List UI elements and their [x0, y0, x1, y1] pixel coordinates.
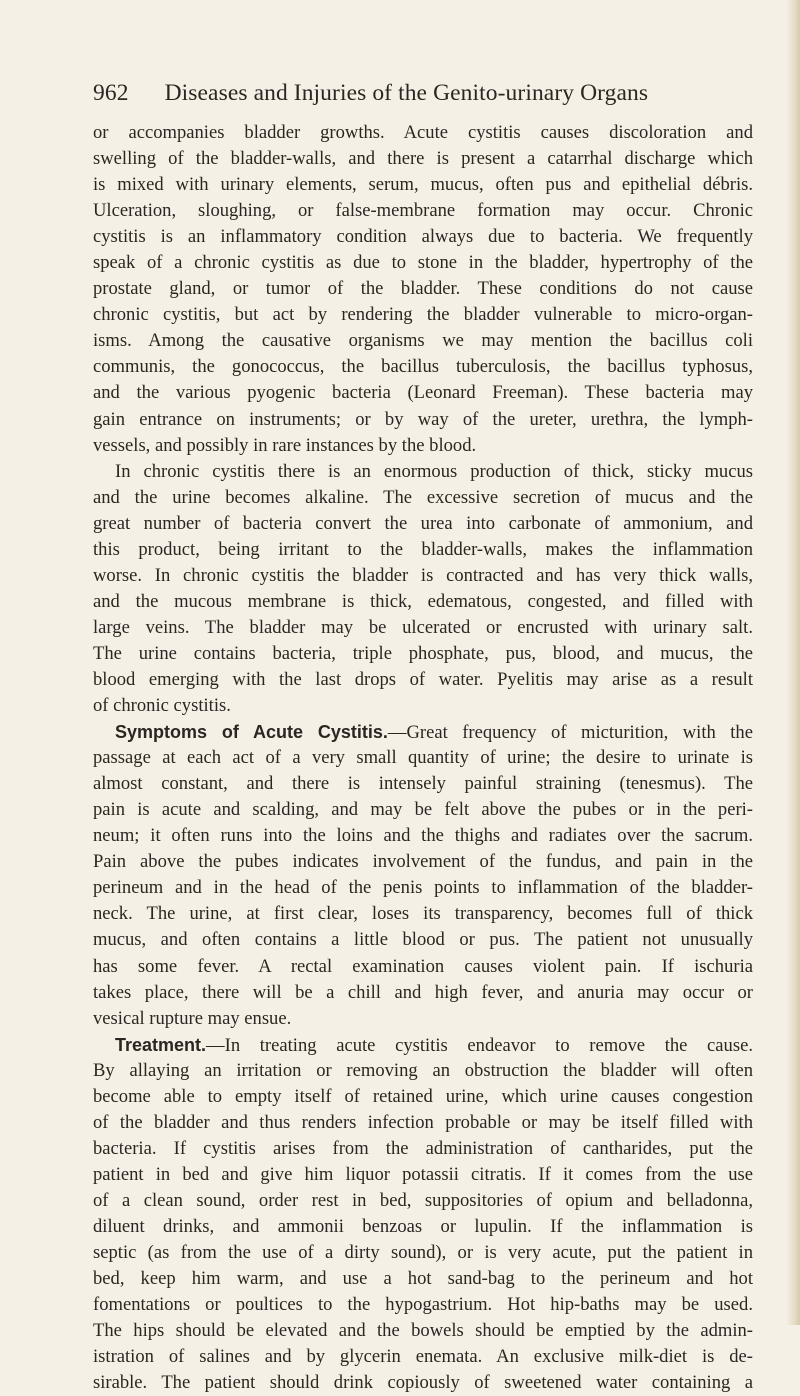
page-edge-shadow	[786, 0, 800, 1325]
text-line: communis, the gonococcus, the bacillus tuberculosis, the bacillus typhosus,	[93, 356, 753, 378]
text-line: The urine contains bacteria, triple phosphate, pus, blood, and mucus, the	[93, 642, 753, 664]
text-line: neum; it often runs into the loins and the thighs and radiates over the sacrum.	[93, 825, 753, 847]
text-line: prostate gland, or tumor of the bladder. These conditions do not cause	[93, 278, 753, 300]
text-line: isms. Among the causative organisms we may mention the bacillus coli	[93, 330, 753, 352]
text-line: almost constant, and there is intensely painful straining (tenesmus). The	[93, 773, 753, 795]
text-line: great number of bacteria convert the urea into carbonate of ammonium, and	[93, 512, 753, 534]
text-line	[93, 719, 753, 745]
text-line: worse. In chronic cystitis the bladder is contracted and has very thick walls,	[93, 564, 753, 586]
text-line: blood emerging with the last drops of water. Pyelitis may arise as a result	[93, 668, 753, 690]
text-line: cystitis is an inflammatory condition always due to bacteria. We frequently	[93, 226, 753, 248]
text-line: this product, being irritant to the bladder-walls, makes the inflammation	[93, 538, 753, 560]
text-line: perineum and in the head of the penis points to inflammation of the bladder-	[93, 877, 753, 899]
text-line: swelling of the bladder-walls, and there is present a catarrhal discharge which	[93, 148, 753, 170]
text-line: pain is acute and scalding, and may be felt above the pubes or in the peri-	[93, 799, 753, 821]
text-line: mucus, and often contains a little blood or pus. The patient not unusually	[93, 929, 753, 951]
text-line	[93, 1032, 753, 1058]
text-line: and the various pyogenic bacteria (Leonard Freeman). These bacteria may	[93, 382, 753, 404]
text-line: fomentations or poultices to the hypogastrium. Hot hip-baths may be used.	[93, 1294, 753, 1316]
text-line: vesical rupture may ensue.	[93, 1007, 292, 1029]
text-line: vessels, and possibly in rare instances by the blood.	[93, 434, 477, 456]
text-line: become able to empty itself of retained urine, which urine causes congestion	[93, 1085, 753, 1107]
text-line: or accompanies bladder growths. Acute cystitis causes discoloration and	[93, 122, 753, 143]
text-line: is mixed with urinary elements, serum, mucus, often pus and epithelial débris.	[93, 174, 753, 196]
text-line: gain entrance on instruments; or by way of the ureter, urethra, the lymph-	[93, 408, 753, 430]
text-line: chronic cystitis, but act by rendering the bladder vulnerable to micro-organ-	[93, 304, 753, 326]
text-line: passage at each act of a very small quantity of urine; the desire to urinate is	[93, 747, 753, 769]
text-line: of the bladder and thus renders infection probable or may be itself filled with	[93, 1111, 753, 1133]
text-line: of chronic cystitis.	[93, 695, 231, 717]
text-line: bed, keep him warm, and use a hot sand-bag to the perineum and hot	[93, 1268, 753, 1290]
text-line: The hips should be elevated and the bowels should be emptied by the admin-	[93, 1320, 753, 1342]
text-line: and the urine becomes alkaline. The excessive secretion of mucus and the	[93, 486, 753, 508]
text-line: septic (as from the use of a dirty sound), or is very acute, put the patient in	[93, 1242, 753, 1264]
text-line: patient in bed and give him liquor potassii citratis. If it comes from the use	[93, 1163, 753, 1185]
text-line: speak of a chronic cystitis as due to stone in the bladder, hypertrophy of the	[93, 252, 753, 274]
section-heading-treatment: Treatment.	[115, 1034, 207, 1055]
running-title: Diseases and Injuries of the Genito-urinary Organs	[164, 80, 649, 106]
text-line: Pain above the pubes indicates involvement of the fundus, and pain in the	[93, 851, 753, 873]
text-line: of a clean sound, order rest in bed, suppositories of opium and belladonna,	[93, 1189, 753, 1211]
text-line: By allaying an irritation or removing an obstruction the bladder will often	[93, 1059, 753, 1081]
body-text	[93, 120, 753, 1396]
text-line: neck. The urine, at first clear, loses its transparency, becomes full of thick	[93, 903, 753, 925]
text-line: and the mucous membrane is thick, edematous, congested, and filled with	[93, 590, 753, 612]
text-line-run: —Great frequency of micturition, with the	[387, 722, 753, 744]
text-line: bacteria. If cystitis arises from the administration of cantharides, put the	[93, 1137, 753, 1159]
text-line: diluent drinks, and ammonii benzoas or lupulin. If the inflammation is	[93, 1215, 753, 1237]
text-line: Ulceration, sloughing, or false-membrane formation may occur. Chronic	[93, 200, 753, 222]
text-line: sirable. The patient should drink copiously of sweetened water containing a	[93, 1372, 753, 1394]
text-line: large veins. The bladder may be ulcerated or encrusted with urinary salt.	[93, 616, 753, 638]
page-number: 962	[93, 80, 129, 106]
text-line: In chronic cystitis there is an enormous production of thick, sticky mucus	[115, 460, 753, 482]
running-header	[93, 80, 753, 107]
text-line: istration of salines and by glycerin enemata. An exclusive milk-diet is de-	[93, 1346, 753, 1368]
text-line: has some fever. A rectal examination causes violent pain. If ischuria	[93, 955, 753, 977]
text-line-run: —In treating acute cystitis endeavor to remove the cause.	[206, 1034, 753, 1056]
text-line: takes place, there will be a chill and high fever, and anuria may occur or	[93, 981, 753, 1003]
section-heading-symptoms: Symptoms of Acute Cystitis.	[115, 722, 388, 743]
